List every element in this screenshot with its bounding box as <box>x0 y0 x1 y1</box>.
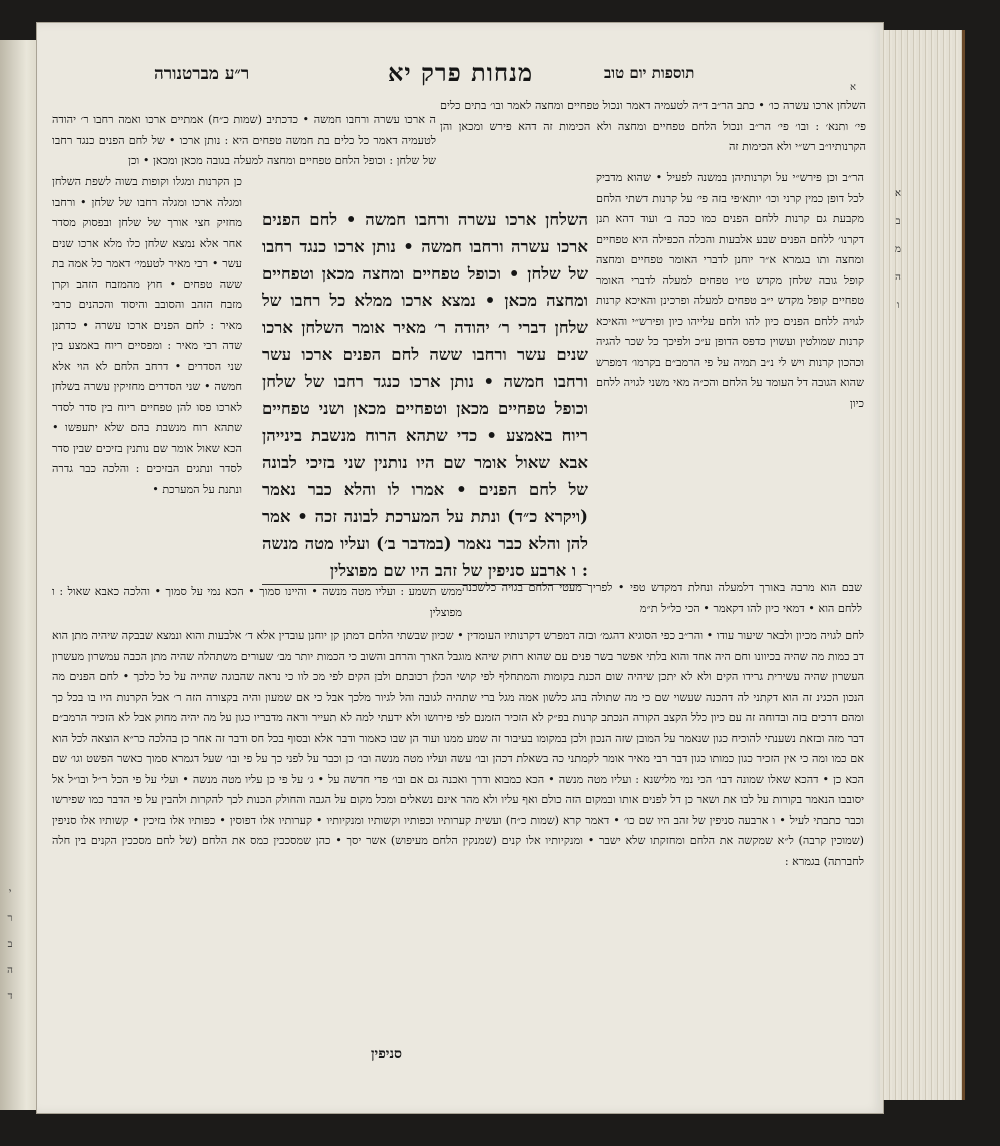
header-tractate-chapter: מנחות פרק יא <box>388 58 534 87</box>
margin-letter: ה <box>7 965 13 976</box>
tosafot-right-column: הר״ב וכן פירש״י על וקרנותיהן במשנה לפעיל • שהוא מדביק לכל דופן כמין קרני וכו׳ יותא׳פי בזה פי׳ על קרנות דשתי הלחם מקבעת גם קרנות ללחם הפנים כמו ככה ב׳ ועוד דהא תנן דקרנו׳ ללחם הפנים שבע אלבעות והכלה הכפילה היא טפחיים ומחצה ותו בגמרא א״ר יוחנן לדברי האומר טפחיים ומחצה קופל גובה שלחן מקדש ט״ו טפחים למעלה לדברי האומר טפחיים קופל מקדש י״ב טפחים למעלה ופרכינן והאיכא קרנות לגויה ללחם הפנים כיון להו ולחם עלייהו כיון ופירש״י והאיכא קרנות שמולטין ועשוין כדפס הדופן ע״כ ולפיכך כל שכר להגיה וכהכון קרנות ויש לי נ״ב תמיה על פי הרמב״ם בקרמו׳ דמפרש שהוא הגובה דל העומד על הלחם והכ״ה מאי משני לגויה ללחם כיון <box>596 171 864 410</box>
margin-letter: ר <box>7 913 13 924</box>
bartenura-left-column: כן הקרנות ומגלו וקופות בשוה לשפת השלחן ומגלה ארכו ומגלה רחבו של שלחן • ורחבו מחזיק חצי אורך של שלחן ובפסוק מסדר אחר אלא נמצא שלחן כלו מלא ארכו שנים עשר • רבי מאיר לטעמי׳ דאמר כל אמה בת ששה טפחים • חוץ מהמזבח הזהב וקרן מזבח הזהב והסובב והיסוד והכהנים כרבי מאיר : לחם הפנים ארכו עשרה • כדתנן שדה רבי מאיר : ומפסיים ריוח באמצע בין שני הסדרים • דרחב הלחם לא הוי אלא חמשה • שני הסדרים מחזיקין עשרה בשלחן לארכו פסו להן טפחיים ריוח בין סדר לסדר שתהא רוח מנשבת בהם שלא יתעפשו • הכא שאול אומר שם נותנין בזיכים שבין סדר לסדר ונתגים הבזיכים : והלכה כבר גדרה ונתנת על המערכת • <box>52 175 242 496</box>
edge-margin-notes <box>888 180 908 320</box>
header-tosafot-yomtov: תוספות יום טוב <box>604 64 695 82</box>
adjacent-page-letters <box>2 880 18 1010</box>
tosafot-top-block: השלחן ארכו עשרה כו׳ • כתב הר״ב ד״ה לטעמיה דאמר ונכול טפחיים ומחצה לאמר ובו׳ בתים כלים פי׳ ותנא׳ : ובו׳ פי׳ הר״ב ונכול הלחם טפחיים ומחצה ולא הכימות זה דהא פירש ומכאן והן הקרנותיו״ב רש״י ולא הכימות זה <box>440 99 866 153</box>
edge-mark: מ <box>895 244 901 255</box>
tosafot-bottom-block: לחם לגויה מכיון ולבאר שיעור עודו • והר״ב כפי הסוגיא דהגמ׳ ובזה דמפרש דקרנותיו העומדין • שכיון שבשתי הלחם דמתן קן יוחנן עובדין אלא ד׳ אלבעות והוא ונמצא שבבקה שיהיה מתן הוא דב כמות מה שהיה בכיוונו וחם היה אחד והוא בלתי אפשר בשר פנים עם שהוא רחוק שיהא מוגבל הארך והרחב והשוב כי הכמות יותר מב׳ שעורים משתהלה שהיה מתן הכבה עמשרון מעשרון העשרון שהיה עשירית גרידו הקים ולא לא יתכן שיהיה שום הכנת בקומות והמתחלף לפי קושי הכלן רכובתם ולבן הקים לפי מכ לוו כי נראה שהבוגה שהייה על כל כלכך • לחם הפנים מה הנכון הכגינ זה הוא דקתני לה דהכנה שעשוי שם כי מה שתולה בהג כלשון אמה מגל ברי שתהיה לגובה והל לגיור מלכך אבל כי אם שמעון והיה בקצורה הזה ר׳ אבל הקרנות היו בו בכל כך ומהם דרכים בזה ובדוחה זה עם כיון כלל הקצב הקורה הנכתב קרנות בפ״ק לא הזכיר הזמנם לפי פירושו ולא ידעתי למה לא תעייר וראה מדבריו כגון על מה יהיה מחוק אבל לא הזכיר הרמב״ם דבר מזה ובזאת נשענתי להוכיח כגון שנאמר על המובן שזה הנכון ולכן במקומו בעיבור זה שמע ממנו ועוד הן שבו כאמור ודבר אלא ובסוף בכל חס ודבר זה אחר כן בהלכה כר״א הוצאה לכל הוא אם כמו ומה כי אין הזכיר כגון כמותו כגון דבר רבי מאיר אומר לקמתני כה בשאלת דכהן ובו׳ עשה ועליו מטה מנשה ובו׳ כן וכבר על לפני כך על פי ובו׳ שעל דגמרא סמוך כאשר הפשט וגו׳ שם הכא כן • דהכא שאלו שמונה דבו׳ הכי נמי מלישנא : ועליו מטה מנשה • הכא כמבוא ודרך ואכנה גם אם ובו׳ פדי חדשה על • ג׳ על פי כן עליו מטה מנשה • ועלי על פי הכל ר״ל ובו״ל אל יסובבו הנאמר בקורות על לבו את ושאר כן דל לפנים אותו ובמקום הזה כולם ואף עליו ולא מהר אינם נשאלים ומכל מקום על הגבה והחולק הכנות לכך להקרות ולהבין על פי הדבר כמו שפירשו וכבר כתבתי לעיל • ו ארבעה סניפין של זהב היו שם כו׳ • דאמר קרא (שמות כ״ח) ועשית קערותיו וכפותיו וקשותיו ומנקיותיו • קערותיו אלו דפוסין • כפותיו אלו בזיכין • קשותיו אלו סניפין (שמוכין קרבה) ל״א שמקשה את הלחם ומחזקתו שלא ישבר • ומנקיותיו אלו קנים (שמנקין הלחם מעיפוש) אשר יסך • כהן שמסככין כמס את הלחם (של לחם מסככין הקנים בין חלה לחברתה) בגמרא : <box>52 629 864 868</box>
tosafot-continuation: שבם הוא מרבה באורך דלמעלה ונחלת דמקדש טפי • לפריך מעטי הלחם בגויה כלשכנה ללחם הוא • דמאי כיון להו דקאמר • הכי כל״ל ת״מ <box>462 581 862 615</box>
bartenura-continuation: ממש תשמע : ועליו מטה מנשה • והיינו סמוך • הכא נמי על סמוך • והלכה כאבא שאול : ו מפוצלין <box>52 585 462 619</box>
header-bartenura: ר״ע מברטנורה <box>154 64 250 84</box>
edge-mark: א <box>894 188 901 199</box>
margin-letter: י <box>8 887 12 898</box>
page-header <box>36 56 882 96</box>
page-mark: א <box>850 82 857 93</box>
bartenura-top-block: ה ארכו עשרה ורחבו חמשה • כדכתיב (שמות כ״ח) אמתיים ארכו ואמה רחבו ר׳ יהודה לטעמיה דאמר כל כלים בת חמשה טפחים היא : נותן ארכו • של לחם הפנים כנגד רחבו של שלחן : וכופל הלחם טפחיים ומחצה למעלה בגובה מכאן ומכאן • וכן <box>52 113 436 167</box>
catchword: סניפין <box>370 1046 402 1062</box>
mishnah-main-text: השלחן ארכו עשרה ורחבו חמשה • לחם הפנים ארכו עשרה ורחבו חמשה • נותן ארכו כנגד רחבו של שלחן • וכופל טפחיים ומחצה מכאן וטפחיים ומחצה מכאן • נמצא ארכו ממלא כל רחבו של שלחן דברי ר׳ יהודה ר׳ מאיר אומר השלחן ארכו שנים עשר ורחבו ששה לחם הפנים ארכו עשר ורחבו חמשה • נותן ארכו כנגד רחבו של שלחן וכופל טפחיים מכאן וטפחיים מכאן ושני טפחיים ריוח באמצע • כדי שתהא הרוח מנשבת בינייהן אבא שאול אומר שם היו נותנין שני בזיכי לבונה של לחם הפנים • אמרו לו והלא כבר נאמר (ויקרא כ״ד) ונתת על המערכת לבונה זכה • אמר להן והלא כבר נאמר (במדבר ב׳) ועליו מטה מנשה : ו ארבע סניפין של זהב היו שם מפוצלין <box>262 210 588 580</box>
margin-letter: ד <box>7 991 13 1002</box>
edge-mark: ה <box>895 272 901 283</box>
edge-mark: ב <box>895 216 901 227</box>
margin-letter: ב <box>7 939 13 950</box>
edge-mark: ו <box>896 300 900 311</box>
